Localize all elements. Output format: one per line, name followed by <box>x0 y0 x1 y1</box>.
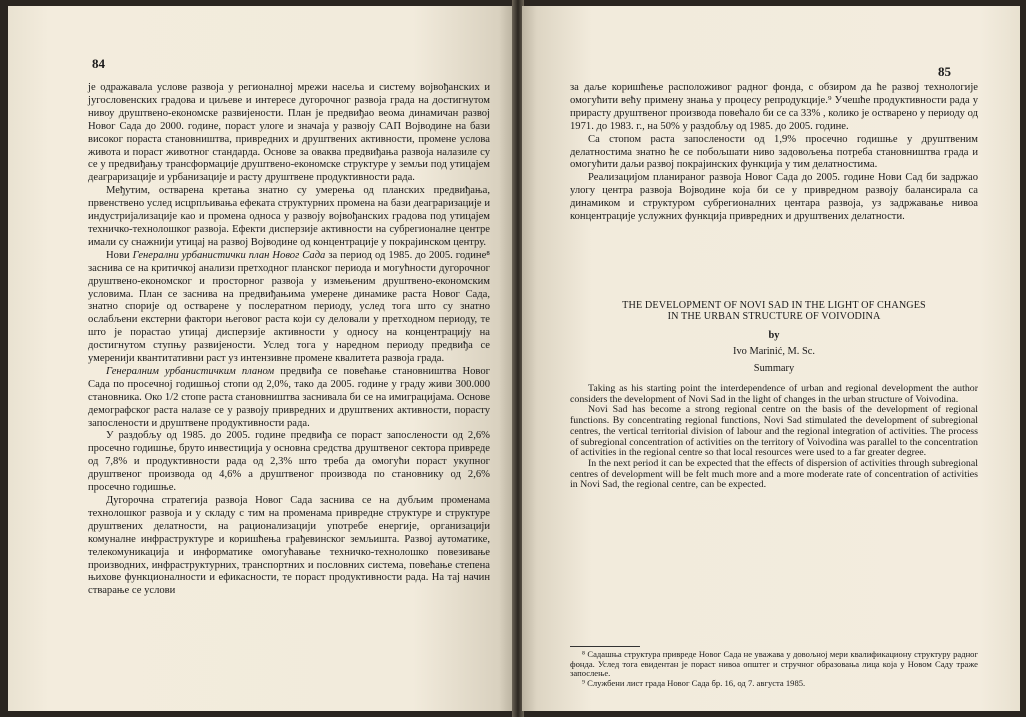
body-text <box>88 82 490 598</box>
footnote-rule <box>570 646 640 647</box>
paragraph: Реализацијом планираног развоја Новог Сада до 2005. године Нови Сад би задржао улогу центра развоја Војводине која би се у привредном развоју балансирала са динамиком и структуром субрегионалних центара развоја, уз задржавање нивоа концентрације услужних функција привредних и друштвених делатности. <box>570 172 978 223</box>
summary-title-line: THE DEVELOPMENT OF NOVI SAD IN THE LIGHT OF CHANGES <box>622 300 926 311</box>
summary-paragraph: In the next period it can be expected that the effects of dispersion of activities through subregional centres of development will be felt much more and a more moderate rate of concentration of activities in Novi Sad, the regional centre, can be expected. <box>570 457 978 491</box>
summary-author: Ivo Marinić, M. Sc. <box>733 346 815 357</box>
summary-title-line: IN THE URBAN STRUCTURE OF VOIVODINA <box>667 311 881 322</box>
right-page <box>522 6 1020 711</box>
summary-by: by <box>768 330 780 341</box>
summary-heading: Summary <box>753 363 795 374</box>
footnotes <box>570 650 978 688</box>
body-text <box>570 82 978 224</box>
summary-paragraph: Novi Sad has become a strong regional centre on the basis of the development of regional functions. By concentrating regional functions, Novi Sad stimulated the development of subregional centres, the vertical territorial division of labour and the regional integration of activities. The process of subregional concentration of activities on the territory of Voivodina was parallel to the concentration of activities in the regional centre so that local resources were used to a far greater degree. <box>570 404 978 459</box>
summary-title <box>570 300 978 322</box>
italic-title: Генерални урбанистички план Новог Сада <box>132 249 326 261</box>
left-page <box>8 6 514 711</box>
summary-body <box>570 384 978 491</box>
paragraph: је одражавала услове развоја у регионалној мрежи насеља и систему војвођанских и југословенских градова и циљеве и интересе дугорочног развоја града на достигнутом нивоу друштвено-економске развијености. План је предвиђао веома динамичан развој Новог Сада до 2000. године, пораст улоге и значаја у развоју САП Војводине на бази високог пораста становништва, привредних и друштвених активности, промене услова живота и пораст животног стандарда. Основе за оваква предвиђања развоја налазиле су се у предвиђању трансформације друштвено-економске структуре у земљи под утицајем деаграризације и урбанизације и расту друштвене продуктивности рада. <box>88 82 490 184</box>
footnote: ⁹ Службени лист града Новог Сада бр. 16, од 7. августа 1985. <box>582 677 806 688</box>
paragraph: Дугорочна стратегија развоја Новог Сада заснива се на дубљим променама технолошког развоја и у складу с тим на променама привредне структуре и структуре друштвених делатности, на рационализацији употребе енергије, организацији комуналне инфраструктуре и коришћења грађевинског земљишта. Развој аутоматике, телекомуникација и информатике омогућавање техничко-технолошко повезивање производних, инфраструктурних, транспортних и пословних система, повећање степена њихове функционалности и ефикасности, те пораст продуктивности рада. На тај начин стварање се услови <box>88 495 490 597</box>
summary-paragraph: Taking as his starting point the interdependence of urban and regional development the author considers the development of Novi Sad in the light of changes in the urban structure of Voivodina. <box>570 383 978 405</box>
paragraph: за даље коришћење расположивог радног фонда, с обзиром да ће развој технологије омогућити већу примену знања у процесу репродукције.⁹ Учешће продуктивности рада у прирасту друштвеног производа повећало би се са 33% , колико је остварено у периоду од 1971. до 1983. г., на 50% у раздобљу од 1985. до 2005. године. <box>570 82 978 132</box>
italic-title: Генералним урбанистичким планом <box>106 365 275 377</box>
footnote: ⁸ Садашња структура привреде Новог Сада не уважава у довољној мери квалификациону структуру радног фонда. Услед тога евидентан је пораст нивоа општег и стручног образовања лица која у Новом Саду траже запослење. <box>570 649 978 679</box>
paragraph: Са стопом раста запослености од 1,9% просечно годишње у друштвеним делатностима знатно ће се побољшати ниво задовољења потреба становништва града и омогућити даљи развој покрајинских функција у тим делатностима. <box>570 133 978 171</box>
paragraph: Генералним урбанистичким планом предвиђа се повећање становништва Новог Сада по просечној годишњој стопи од 2,0%, тако да 2005. године у граду живи 300.000 становника. Око 1/2 стопе раста становништва заснивала би се на имиграцијама. Основе демографског раста налазе се у развоју привредних и друштвених активности, порасту запослености и друштвене продуктивности рада. <box>88 365 490 429</box>
paragraph: У раздобљу од 1985. до 2005. године предвиђа се пораст запослености од 2,6% просечно годишње, бруто инвестиција у основна средства друштвеног сектора привреде од 7,8% и продуктивности рада од 2,3% што треба да омогући пораст укупног друштвеног производа од 4,6% а друштвеног производа по становнику од 2,6% просечно годишње. <box>88 430 490 494</box>
paragraph: Међутим, остварена кретања знатно су умерења од планских предвиђања, првенствено услед исцрпљивања ефеката структурних промена на бази деаграризације и индустријализације као и промена односа у развоју војвођанских градова под утицајем техничко-технолошког развоја. Ефекти дисперзије активности на субрегионалне центре имали су снажнији утицај на развој Војводине од концентрације у покрајинском центру. <box>88 185 490 248</box>
page-number: 85 <box>938 64 951 79</box>
paragraph: Нови Генерални урбанистички план Новог Сада за период од 1985. до 2005. године⁸ заснива се на критичкој анализи претходног планског периода и могућности дугорочног друштвено-економског и просторног развоја у измењеним друштвено-економским условима. План се заснива на предвиђањима умерене динамике раста Новог Сада, знатно спорије од остварене у послератном периоду, услед тога што су знатно ослабљени екстерни фактори његовог раста који су деловали у претходном периоду, те што је порастао утицај дисперзије активности у односу на концентрацију на достигнутом ступњу развијености. Услед тога у наредном периоду предвиђа се умеренији квантитативни раст уз интензивне промене квалитета развоја града. <box>88 249 490 365</box>
page-number: 84 <box>92 56 105 71</box>
